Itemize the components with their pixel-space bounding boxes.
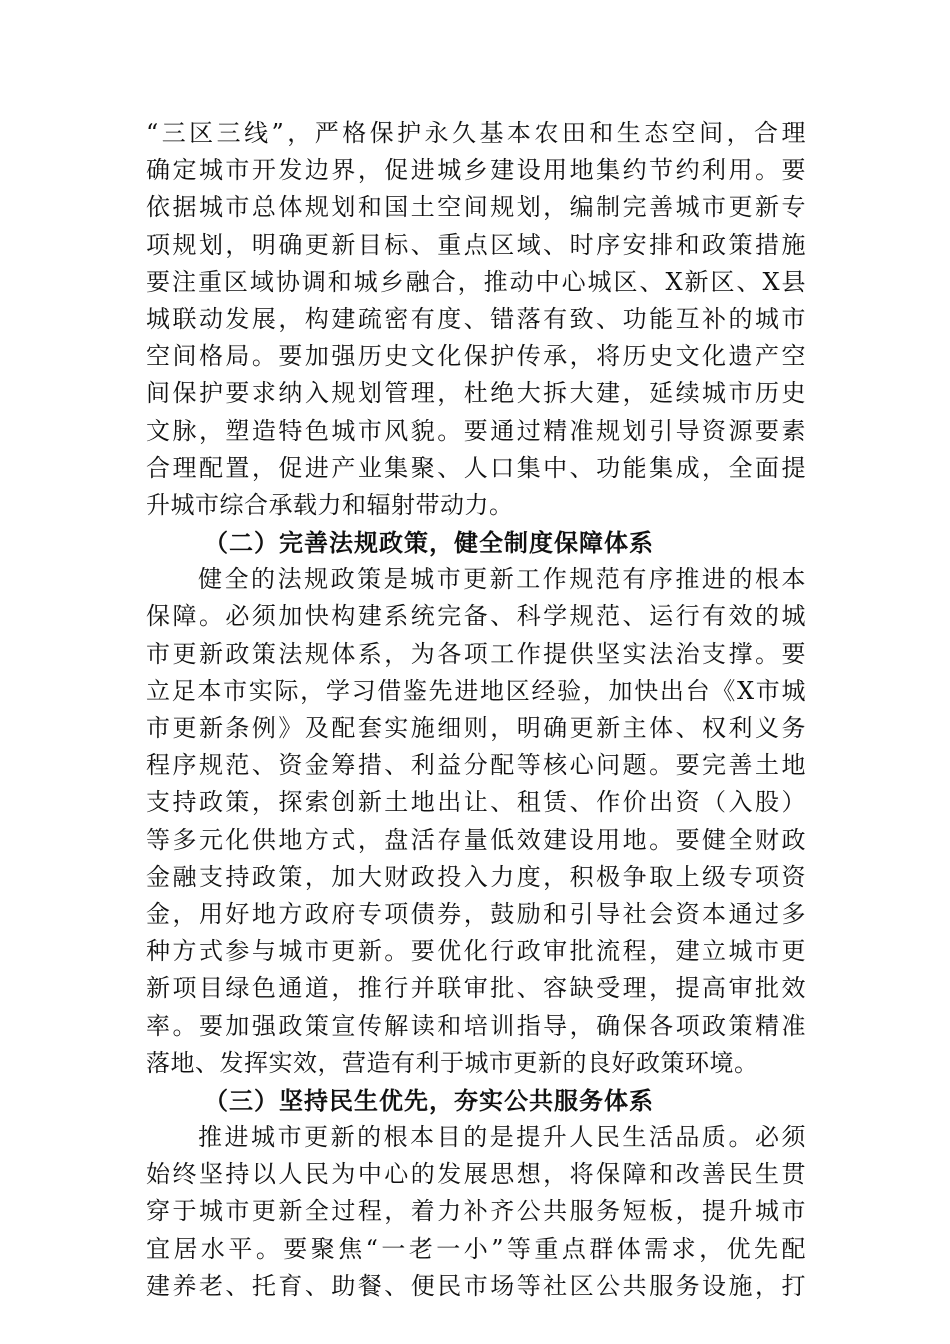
text-line: 市更新政策法规体系，为各项工作提供坚实法治支撑。要 (146, 639, 806, 668)
text-line: 确定城市开发边界，促进城乡建设用地集约节约利用。要 (146, 156, 806, 185)
text-line: 支持政策，探索创新土地出让、租赁、作价出资（入股） (146, 788, 806, 817)
text-line: 要注重区域协调和城乡融合，推动中心城区、X新区、X县 (146, 267, 806, 296)
text-line: 城联动发展，构建疏密有度、错落有致、功能互补的城市 (146, 304, 806, 333)
paragraph-3 (146, 1119, 806, 1305)
paragraph-2 (146, 561, 806, 1082)
text-line: 健全的法规政策是城市更新工作规范有序推进的根本 (198, 565, 806, 594)
text-line: 率。要加强政策宣传解读和培训指导，确保各项政策精准 (146, 1011, 806, 1040)
text-line: 合理配置，促进产业集聚、人口集中、功能集成，全面提 (146, 453, 806, 482)
text-line: 文脉，塑造特色城市风貌。要通过精准规划引导资源要素 (146, 416, 806, 445)
text-line: 落地、发挥实效，营造有利于城市更新的良好政策环境。 (146, 1048, 759, 1077)
text-line: 立足本市实际，学习借鉴先进地区经验，加快出台《X市城 (146, 676, 806, 705)
text-line: 市更新条例》及配套实施细则，明确更新主体、权利义务 (146, 714, 806, 742)
paragraph-1 (146, 115, 806, 524)
text-line: 项规划，明确更新目标、重点区域、时序安排和政策措施 (146, 230, 806, 259)
section-heading-2: （二）完善法规政策，健全制度保障体系 (204, 528, 654, 558)
text-line: 间保护要求纳入规划管理，杜绝大拆大建，延续城市历史 (146, 379, 806, 408)
text-line: 建养老、托育、助餐、便民市场等社区公共服务设施，打 (146, 1271, 806, 1300)
text-line: 依据城市总体规划和国土空间规划，编制完善城市更新专 (146, 193, 806, 222)
text-line: 始终坚持以人民为中心的发展思想，将保障和改善民生贯 (146, 1160, 806, 1189)
text-line: 推进城市更新的根本目的是提升人民生活品质。必须 (198, 1123, 806, 1152)
text-line: 金，用好地方政府专项债券，鼓励和引导社会资本通过多 (146, 899, 806, 928)
text-line: 穿于城市更新全过程，着力补齐公共服务短板，提升城市 (146, 1197, 806, 1226)
text-line: 程序规范、资金筹措、利益分配等核心问题。要完善土地 (146, 751, 806, 780)
text-line: “三区三线”，严格保护永久基本农田和生态空间，合理 (146, 119, 806, 147)
section-heading-3: （三）坚持民生优先，夯实公共服务体系 (204, 1085, 654, 1115)
text-line: 种方式参与城市更新。要优化行政审批流程，建立城市更 (146, 937, 806, 966)
text-line: 等多元化供地方式，盘活存量低效建设用地。要健全财政 (146, 825, 806, 854)
text-line: 保障。必须加快构建系统完备、科学规范、运行有效的城 (146, 602, 806, 631)
document-page (146, 115, 806, 1305)
text-line: 空间格局。要加强历史文化保护传承，将历史文化遗产空 (146, 342, 806, 371)
text-line: 金融支持政策，加大财政投入力度，积极争取上级专项资 (146, 862, 806, 891)
text-line: 新项目绿色通道，推行并联审批、容缺受理，提高审批效 (146, 974, 806, 1003)
text-line: 宜居水平。要聚焦“一老一小”等重点群体需求，优先配 (146, 1234, 806, 1263)
text-line: 升城市综合承载力和辐射带动力。 (146, 490, 514, 519)
